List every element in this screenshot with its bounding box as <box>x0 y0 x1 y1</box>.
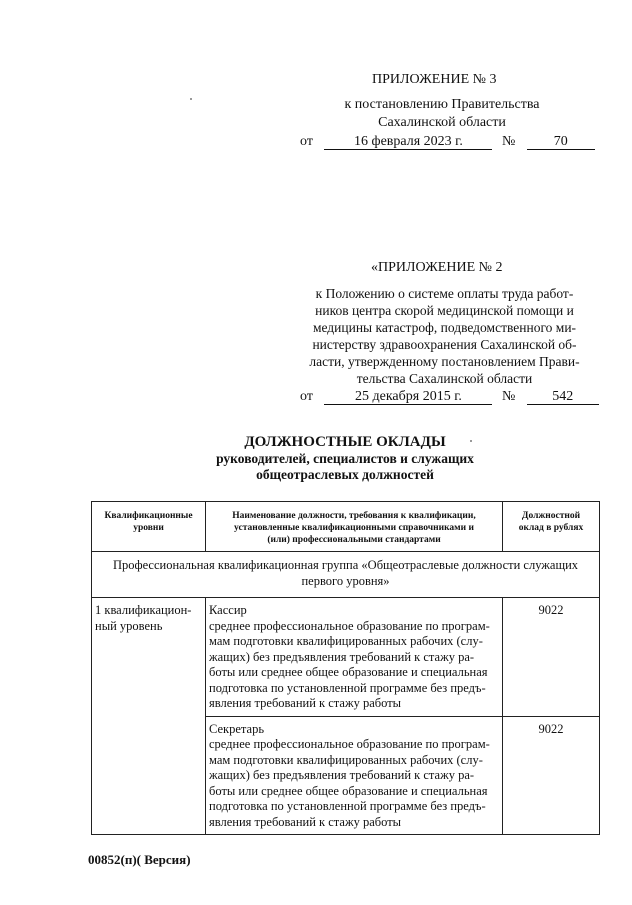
attachment3-decree-line1: к постановлению Правительства <box>344 97 540 112</box>
attachment2-line: ников центра скорой медицинской помощи и <box>315 303 574 318</box>
attachment2-line: ласти, утвержденному постановлением Прави- <box>309 354 580 369</box>
attachment2-date: 25 декабря 2015 г. <box>324 389 492 405</box>
attachment2-line: нистерству здравоохранения Сахалинской об- <box>312 337 577 352</box>
attachment3-number: 70 <box>527 134 595 150</box>
header-position-requirements: Наименование должности, требования к квалификации, установленные квалификационными справочниками и (или) профессиональными стандартами <box>206 502 503 552</box>
attachment2-number-label: № <box>501 389 516 404</box>
qualification-level-cell: 1 квалификацион- ный уровень <box>92 598 206 835</box>
attachment2-from-label: от <box>300 389 313 404</box>
attachment2-line: медицины катастроф, подведомственного ми- <box>312 320 577 335</box>
position-cell: Секретарь среднее профессиональное образование по програм- мам подготовки квалифицированных рабочих (слу- жащих) без предъявления требований к стажу ра- боты или среднее общее образование и специальная подготовка по установленной программе без предъ- явления требований к стажу работы <box>206 716 503 835</box>
attachment2-description <box>292 285 597 387</box>
table-group-row <box>92 552 600 598</box>
header-qualification-levels: Квалификационные уровни <box>92 502 206 552</box>
qualification-group-title: Профессиональная квалификационная группа «Общеотраслевые должности служащих первого уровня» <box>92 552 600 598</box>
heading-subtitle-line1: руководителей, специалистов и служащих <box>216 451 474 466</box>
table-row <box>92 598 600 717</box>
salary-cell: 9022 <box>503 598 600 717</box>
attachment2-title: «ПРИЛОЖЕНИЕ № 2 <box>371 260 503 275</box>
attachment3-from-label: от <box>300 134 313 149</box>
position-cell: Кассир среднее профессиональное образование по програм- мам подготовки квалифицированных рабочих (слу- жащих) без предъявления требований к стажу ра- боты или среднее общее образование и специальная подготовка по установленной программе без предъ- явления требований к стажу работы <box>206 598 503 717</box>
attachment3-number-label: № <box>501 134 516 149</box>
salary-cell: 9022 <box>503 716 600 835</box>
position-name: Секретарь <box>209 721 265 736</box>
table-header-row <box>92 502 600 552</box>
attachment2-line: тельства Сахалинской области <box>356 371 533 386</box>
document-code-footer: 00852(п)( Версия) <box>88 852 191 867</box>
attachment2-date-line <box>300 388 600 405</box>
salary-table <box>91 501 600 835</box>
attachment3-date: 16 февраля 2023 г. <box>324 134 492 150</box>
attachment3-date-line <box>300 133 600 150</box>
document-heading <box>91 434 599 483</box>
header-salary: Должностной оклад в рублях <box>503 502 600 552</box>
position-name: Кассир <box>209 603 247 617</box>
heading-subtitle-line2: общеотраслевых должностей <box>256 467 434 482</box>
heading-title: ДОЛЖНОСТНЫЕ ОКЛАДЫ <box>244 434 446 450</box>
scan-speck <box>190 98 192 100</box>
attachment2-number: 542 <box>527 389 599 405</box>
attachment3-decree-line2: Сахалинской области <box>378 115 506 130</box>
attachment2-line: к Положению о системе оплаты труда работ- <box>315 286 574 301</box>
attachment3-title: ПРИЛОЖЕНИЕ № 3 <box>372 72 497 87</box>
